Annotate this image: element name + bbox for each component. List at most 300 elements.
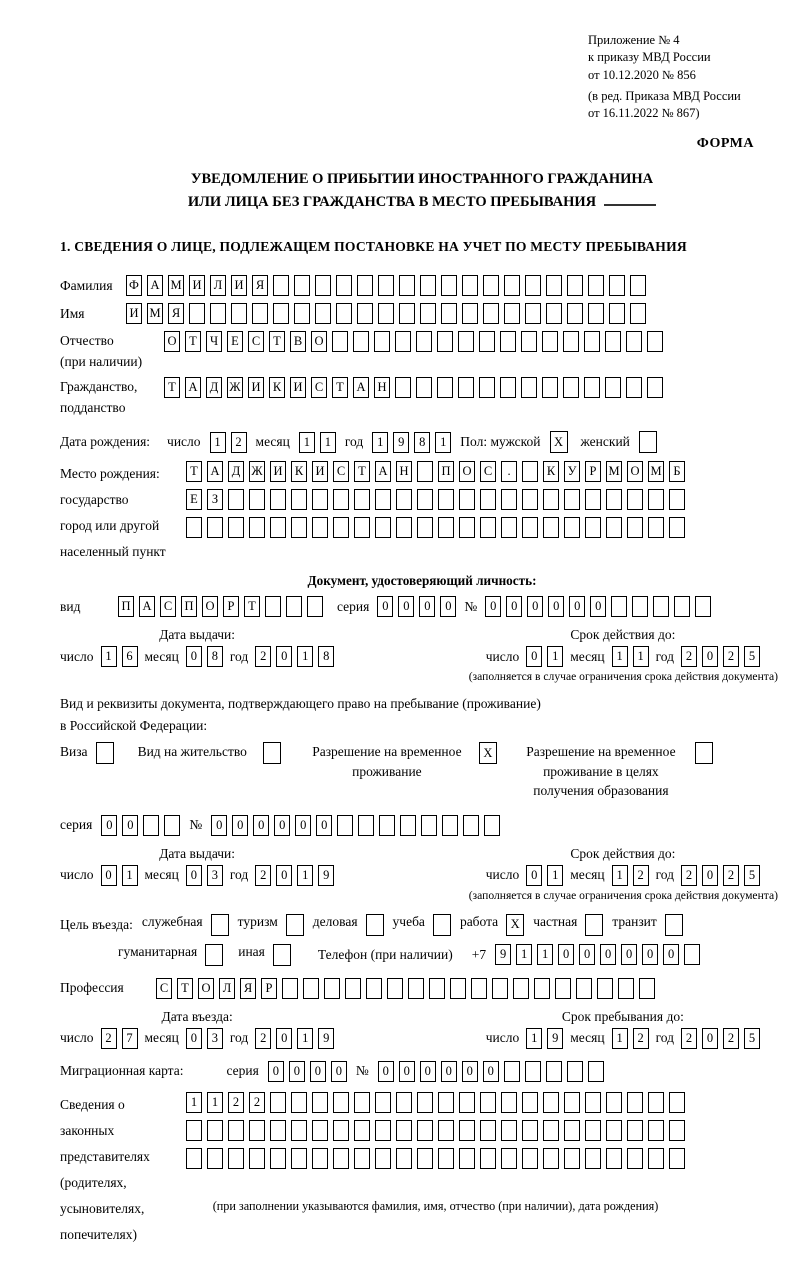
char-cell[interactable]	[375, 1148, 391, 1169]
char-cell[interactable]: С	[333, 461, 349, 482]
char-cell[interactable]: Т	[332, 377, 348, 398]
char-cell[interactable]	[273, 275, 289, 296]
char-cell[interactable]: Т	[186, 461, 202, 482]
char-cell[interactable]	[585, 1148, 601, 1169]
char-cell[interactable]	[463, 815, 479, 836]
char-cell[interactable]: 0	[440, 596, 456, 617]
char-cell[interactable]: 2	[255, 646, 271, 667]
char-cell[interactable]: 0	[526, 646, 542, 667]
char-cell[interactable]: 0	[253, 815, 269, 836]
char-cell[interactable]: М	[648, 461, 664, 482]
char-cell[interactable]	[396, 1120, 412, 1141]
char-cell[interactable]	[437, 331, 453, 352]
char-cell[interactable]	[564, 1148, 580, 1169]
char-cell[interactable]: Н	[396, 461, 412, 482]
char-cell[interactable]: 0	[702, 1028, 718, 1049]
char-cell[interactable]: 9	[318, 1028, 334, 1049]
char-cell[interactable]	[483, 303, 499, 324]
char-cell[interactable]: О	[627, 461, 643, 482]
char-cell[interactable]	[630, 303, 646, 324]
char-cell[interactable]	[291, 1148, 307, 1169]
char-cell[interactable]: 2	[723, 1028, 739, 1049]
char-cell[interactable]	[606, 517, 622, 538]
purpose-official-checkbox[interactable]	[211, 914, 229, 936]
char-cell[interactable]	[249, 1148, 265, 1169]
char-cell[interactable]: 2	[255, 865, 271, 886]
char-cell[interactable]	[585, 517, 601, 538]
char-cell[interactable]	[563, 377, 579, 398]
char-cell[interactable]	[291, 1120, 307, 1141]
char-cell[interactable]	[358, 815, 374, 836]
char-cell[interactable]: 0	[590, 596, 606, 617]
char-cell[interactable]	[270, 517, 286, 538]
char-cell[interactable]	[525, 1061, 541, 1082]
char-cell[interactable]	[324, 978, 340, 999]
sex-male-checkbox[interactable]: X	[550, 431, 568, 453]
char-cell[interactable]: 0	[377, 596, 393, 617]
char-cell[interactable]	[669, 489, 685, 510]
char-cell[interactable]	[522, 489, 538, 510]
char-cell[interactable]: 0	[101, 815, 117, 836]
char-cell[interactable]	[648, 517, 664, 538]
char-cell[interactable]: 1	[547, 865, 563, 886]
char-cell[interactable]	[462, 303, 478, 324]
char-cell[interactable]	[291, 1092, 307, 1113]
char-cell[interactable]	[265, 596, 281, 617]
char-cell[interactable]: 1	[547, 646, 563, 667]
char-cell[interactable]	[674, 596, 690, 617]
char-cell[interactable]	[417, 1148, 433, 1169]
char-cell[interactable]: Л	[210, 275, 226, 296]
char-cell[interactable]	[563, 331, 579, 352]
char-cell[interactable]: Я	[168, 303, 184, 324]
char-cell[interactable]	[336, 303, 352, 324]
char-cell[interactable]	[438, 1148, 454, 1169]
char-cell[interactable]	[546, 1061, 562, 1082]
char-cell[interactable]: 9	[393, 432, 409, 453]
char-cell[interactable]	[210, 303, 226, 324]
char-cell[interactable]	[648, 1120, 664, 1141]
char-cell[interactable]	[564, 1092, 580, 1113]
char-cell[interactable]: 0	[378, 1061, 394, 1082]
temp-residence-checkbox[interactable]: X	[479, 742, 497, 764]
char-cell[interactable]: 1	[210, 432, 226, 453]
char-cell[interactable]	[525, 303, 541, 324]
char-cell[interactable]	[618, 978, 634, 999]
char-cell[interactable]	[375, 1092, 391, 1113]
char-cell[interactable]: 1	[320, 432, 336, 453]
char-cell[interactable]	[333, 1148, 349, 1169]
char-cell[interactable]: И	[126, 303, 142, 324]
char-cell[interactable]: А	[147, 275, 163, 296]
char-cell[interactable]	[458, 331, 474, 352]
char-cell[interactable]	[207, 517, 223, 538]
char-cell[interactable]	[543, 1120, 559, 1141]
char-cell[interactable]	[420, 303, 436, 324]
char-cell[interactable]	[249, 517, 265, 538]
char-cell[interactable]	[353, 331, 369, 352]
char-cell[interactable]	[567, 1061, 583, 1082]
char-cell[interactable]	[606, 489, 622, 510]
char-cell[interactable]: Т	[177, 978, 193, 999]
char-cell[interactable]: 1	[537, 944, 553, 965]
char-cell[interactable]: У	[564, 461, 580, 482]
char-cell[interactable]	[366, 978, 382, 999]
char-cell[interactable]: 0	[526, 865, 542, 886]
char-cell[interactable]	[669, 1092, 685, 1113]
char-cell[interactable]: О	[311, 331, 327, 352]
char-cell[interactable]: 0	[186, 1028, 202, 1049]
char-cell[interactable]	[522, 1092, 538, 1113]
char-cell[interactable]	[585, 1120, 601, 1141]
char-cell[interactable]: Ж	[249, 461, 265, 482]
char-cell[interactable]: 0	[211, 815, 227, 836]
char-cell[interactable]: О	[459, 461, 475, 482]
char-cell[interactable]	[546, 303, 562, 324]
char-cell[interactable]: И	[231, 275, 247, 296]
char-cell[interactable]	[378, 275, 394, 296]
char-cell[interactable]	[626, 331, 642, 352]
char-cell[interactable]: 2	[681, 865, 697, 886]
char-cell[interactable]: 8	[207, 646, 223, 667]
char-cell[interactable]: 2	[723, 865, 739, 886]
char-cell[interactable]: 1	[435, 432, 451, 453]
char-cell[interactable]	[164, 815, 180, 836]
char-cell[interactable]	[647, 377, 663, 398]
char-cell[interactable]: 1	[633, 646, 649, 667]
char-cell[interactable]	[504, 1061, 520, 1082]
char-cell[interactable]: Я	[252, 275, 268, 296]
purpose-private-checkbox[interactable]	[585, 914, 603, 936]
char-cell[interactable]	[354, 1092, 370, 1113]
char-cell[interactable]	[522, 1120, 538, 1141]
char-cell[interactable]: 0	[122, 815, 138, 836]
char-cell[interactable]	[416, 377, 432, 398]
char-cell[interactable]	[186, 1120, 202, 1141]
char-cell[interactable]: М	[147, 303, 163, 324]
char-cell[interactable]: 0	[232, 815, 248, 836]
char-cell[interactable]	[312, 489, 328, 510]
char-cell[interactable]	[480, 1092, 496, 1113]
char-cell[interactable]	[585, 1092, 601, 1113]
char-cell[interactable]: Т	[269, 331, 285, 352]
char-cell[interactable]: 0	[268, 1061, 284, 1082]
char-cell[interactable]	[627, 517, 643, 538]
char-cell[interactable]: С	[156, 978, 172, 999]
char-cell[interactable]	[396, 1148, 412, 1169]
char-cell[interactable]	[459, 489, 475, 510]
char-cell[interactable]	[627, 1120, 643, 1141]
char-cell[interactable]: М	[606, 461, 622, 482]
char-cell[interactable]	[513, 978, 529, 999]
char-cell[interactable]	[375, 489, 391, 510]
char-cell[interactable]	[627, 1148, 643, 1169]
char-cell[interactable]	[627, 1092, 643, 1113]
char-cell[interactable]: П	[438, 461, 454, 482]
char-cell[interactable]: 1	[186, 1092, 202, 1113]
char-cell[interactable]: В	[290, 331, 306, 352]
char-cell[interactable]	[500, 377, 516, 398]
char-cell[interactable]	[294, 275, 310, 296]
char-cell[interactable]	[312, 1092, 328, 1113]
char-cell[interactable]: 0	[600, 944, 616, 965]
char-cell[interactable]: И	[189, 275, 205, 296]
char-cell[interactable]: 2	[723, 646, 739, 667]
char-cell[interactable]	[597, 978, 613, 999]
char-cell[interactable]: 1	[299, 432, 315, 453]
char-cell[interactable]: О	[198, 978, 214, 999]
char-cell[interactable]	[522, 461, 538, 482]
char-cell[interactable]: 9	[495, 944, 511, 965]
char-cell[interactable]	[479, 331, 495, 352]
char-cell[interactable]	[307, 596, 323, 617]
char-cell[interactable]	[303, 978, 319, 999]
char-cell[interactable]	[438, 517, 454, 538]
char-cell[interactable]: И	[270, 461, 286, 482]
char-cell[interactable]: Я	[240, 978, 256, 999]
char-cell[interactable]: Б	[669, 461, 685, 482]
char-cell[interactable]	[492, 978, 508, 999]
char-cell[interactable]: Т	[185, 331, 201, 352]
char-cell[interactable]: 0	[310, 1061, 326, 1082]
char-cell[interactable]	[291, 489, 307, 510]
char-cell[interactable]: 0	[274, 815, 290, 836]
char-cell[interactable]: 2	[681, 1028, 697, 1049]
char-cell[interactable]	[354, 1120, 370, 1141]
char-cell[interactable]: 0	[506, 596, 522, 617]
char-cell[interactable]: 1	[612, 1028, 628, 1049]
char-cell[interactable]	[333, 1120, 349, 1141]
char-cell[interactable]	[441, 275, 457, 296]
char-cell[interactable]	[282, 978, 298, 999]
char-cell[interactable]: 8	[414, 432, 430, 453]
char-cell[interactable]: 7	[122, 1028, 138, 1049]
char-cell[interactable]	[315, 275, 331, 296]
char-cell[interactable]	[471, 978, 487, 999]
char-cell[interactable]: 0	[527, 596, 543, 617]
char-cell[interactable]	[630, 275, 646, 296]
char-cell[interactable]	[249, 1120, 265, 1141]
char-cell[interactable]: 0	[276, 865, 292, 886]
char-cell[interactable]	[294, 303, 310, 324]
char-cell[interactable]	[564, 517, 580, 538]
char-cell[interactable]: 2	[633, 865, 649, 886]
char-cell[interactable]: 0	[483, 1061, 499, 1082]
char-cell[interactable]	[417, 1092, 433, 1113]
char-cell[interactable]	[588, 275, 604, 296]
char-cell[interactable]: 1	[297, 865, 313, 886]
char-cell[interactable]	[588, 1061, 604, 1082]
char-cell[interactable]	[437, 377, 453, 398]
char-cell[interactable]	[501, 1092, 517, 1113]
temp-residence-education-checkbox[interactable]	[695, 742, 713, 764]
char-cell[interactable]	[333, 489, 349, 510]
char-cell[interactable]: П	[118, 596, 134, 617]
char-cell[interactable]	[354, 489, 370, 510]
char-cell[interactable]: 2	[228, 1092, 244, 1113]
char-cell[interactable]	[396, 517, 412, 538]
char-cell[interactable]: С	[480, 461, 496, 482]
char-cell[interactable]	[291, 517, 307, 538]
char-cell[interactable]: К	[291, 461, 307, 482]
char-cell[interactable]: 2	[101, 1028, 117, 1049]
char-cell[interactable]: 2	[231, 432, 247, 453]
char-cell[interactable]: 0	[663, 944, 679, 965]
char-cell[interactable]	[186, 517, 202, 538]
char-cell[interactable]	[417, 489, 433, 510]
char-cell[interactable]	[501, 1148, 517, 1169]
char-cell[interactable]	[543, 1092, 559, 1113]
char-cell[interactable]	[270, 1148, 286, 1169]
char-cell[interactable]	[525, 275, 541, 296]
char-cell[interactable]	[484, 815, 500, 836]
char-cell[interactable]: 9	[547, 1028, 563, 1049]
char-cell[interactable]: 0	[702, 646, 718, 667]
char-cell[interactable]: 1	[207, 1092, 223, 1113]
char-cell[interactable]	[315, 303, 331, 324]
char-cell[interactable]: .	[501, 461, 517, 482]
char-cell[interactable]: З	[207, 489, 223, 510]
char-cell[interactable]	[459, 1092, 475, 1113]
char-cell[interactable]	[420, 275, 436, 296]
char-cell[interactable]: 0	[642, 944, 658, 965]
char-cell[interactable]: 8	[318, 646, 334, 667]
char-cell[interactable]	[286, 596, 302, 617]
char-cell[interactable]	[564, 489, 580, 510]
char-cell[interactable]: 1	[297, 646, 313, 667]
char-cell[interactable]	[542, 331, 558, 352]
char-cell[interactable]	[345, 978, 361, 999]
purpose-other-checkbox[interactable]	[273, 944, 291, 966]
char-cell[interactable]: К	[269, 377, 285, 398]
char-cell[interactable]: Т	[244, 596, 260, 617]
char-cell[interactable]	[479, 377, 495, 398]
char-cell[interactable]	[669, 1148, 685, 1169]
char-cell[interactable]: 0	[548, 596, 564, 617]
char-cell[interactable]: 0	[331, 1061, 347, 1082]
char-cell[interactable]	[606, 1092, 622, 1113]
char-cell[interactable]	[504, 275, 520, 296]
char-cell[interactable]	[606, 1120, 622, 1141]
char-cell[interactable]	[312, 1120, 328, 1141]
char-cell[interactable]: 2	[633, 1028, 649, 1049]
char-cell[interactable]	[207, 1148, 223, 1169]
char-cell[interactable]	[695, 596, 711, 617]
char-cell[interactable]: 3	[207, 1028, 223, 1049]
char-cell[interactable]	[480, 1148, 496, 1169]
char-cell[interactable]	[459, 1120, 475, 1141]
char-cell[interactable]	[504, 303, 520, 324]
char-cell[interactable]: Ж	[227, 377, 243, 398]
char-cell[interactable]	[395, 377, 411, 398]
char-cell[interactable]	[252, 303, 268, 324]
char-cell[interactable]: 1	[297, 1028, 313, 1049]
char-cell[interactable]	[374, 331, 390, 352]
char-cell[interactable]	[564, 1120, 580, 1141]
char-cell[interactable]	[669, 517, 685, 538]
char-cell[interactable]: М	[168, 275, 184, 296]
char-cell[interactable]: 0	[621, 944, 637, 965]
char-cell[interactable]	[438, 1120, 454, 1141]
char-cell[interactable]	[480, 1120, 496, 1141]
char-cell[interactable]: А	[375, 461, 391, 482]
char-cell[interactable]	[609, 275, 625, 296]
char-cell[interactable]: А	[207, 461, 223, 482]
char-cell[interactable]	[416, 331, 432, 352]
char-cell[interactable]: 0	[399, 1061, 415, 1082]
char-cell[interactable]: К	[543, 461, 559, 482]
char-cell[interactable]: С	[311, 377, 327, 398]
char-cell[interactable]	[567, 303, 583, 324]
char-cell[interactable]: Д	[206, 377, 222, 398]
char-cell[interactable]: Р	[261, 978, 277, 999]
char-cell[interactable]	[231, 303, 247, 324]
char-cell[interactable]	[400, 815, 416, 836]
char-cell[interactable]	[480, 489, 496, 510]
char-cell[interactable]: 0	[569, 596, 585, 617]
char-cell[interactable]	[522, 517, 538, 538]
char-cell[interactable]	[480, 517, 496, 538]
char-cell[interactable]	[450, 978, 466, 999]
char-cell[interactable]: 2	[249, 1092, 265, 1113]
char-cell[interactable]	[417, 517, 433, 538]
char-cell[interactable]: 0	[485, 596, 501, 617]
char-cell[interactable]	[312, 1148, 328, 1169]
char-cell[interactable]	[270, 1120, 286, 1141]
char-cell[interactable]	[576, 978, 592, 999]
char-cell[interactable]: 0	[441, 1061, 457, 1082]
char-cell[interactable]	[312, 517, 328, 538]
residence-permit-checkbox[interactable]	[263, 742, 281, 764]
char-cell[interactable]	[459, 517, 475, 538]
char-cell[interactable]: А	[353, 377, 369, 398]
char-cell[interactable]: 0	[186, 865, 202, 886]
char-cell[interactable]: 1	[612, 865, 628, 886]
char-cell[interactable]: 0	[419, 596, 435, 617]
char-cell[interactable]	[399, 275, 415, 296]
char-cell[interactable]	[186, 1148, 202, 1169]
char-cell[interactable]	[522, 1148, 538, 1169]
char-cell[interactable]	[648, 1148, 664, 1169]
char-cell[interactable]	[648, 489, 664, 510]
purpose-work-checkbox[interactable]: X	[506, 914, 524, 936]
char-cell[interactable]	[228, 1148, 244, 1169]
char-cell[interactable]: 5	[744, 646, 760, 667]
char-cell[interactable]	[417, 461, 433, 482]
char-cell[interactable]	[543, 489, 559, 510]
char-cell[interactable]	[354, 1148, 370, 1169]
char-cell[interactable]: 1	[526, 1028, 542, 1049]
char-cell[interactable]	[228, 489, 244, 510]
char-cell[interactable]	[555, 978, 571, 999]
char-cell[interactable]: Н	[374, 377, 390, 398]
char-cell[interactable]: 2	[255, 1028, 271, 1049]
char-cell[interactable]	[417, 1120, 433, 1141]
char-cell[interactable]	[333, 1092, 349, 1113]
char-cell[interactable]	[483, 275, 499, 296]
char-cell[interactable]: 0	[579, 944, 595, 965]
char-cell[interactable]	[584, 377, 600, 398]
char-cell[interactable]	[337, 815, 353, 836]
char-cell[interactable]: 5	[744, 1028, 760, 1049]
char-cell[interactable]	[605, 377, 621, 398]
char-cell[interactable]: И	[248, 377, 264, 398]
char-cell[interactable]: 6	[122, 646, 138, 667]
char-cell[interactable]: И	[290, 377, 306, 398]
char-cell[interactable]: С	[248, 331, 264, 352]
char-cell[interactable]	[189, 303, 205, 324]
char-cell[interactable]	[333, 517, 349, 538]
